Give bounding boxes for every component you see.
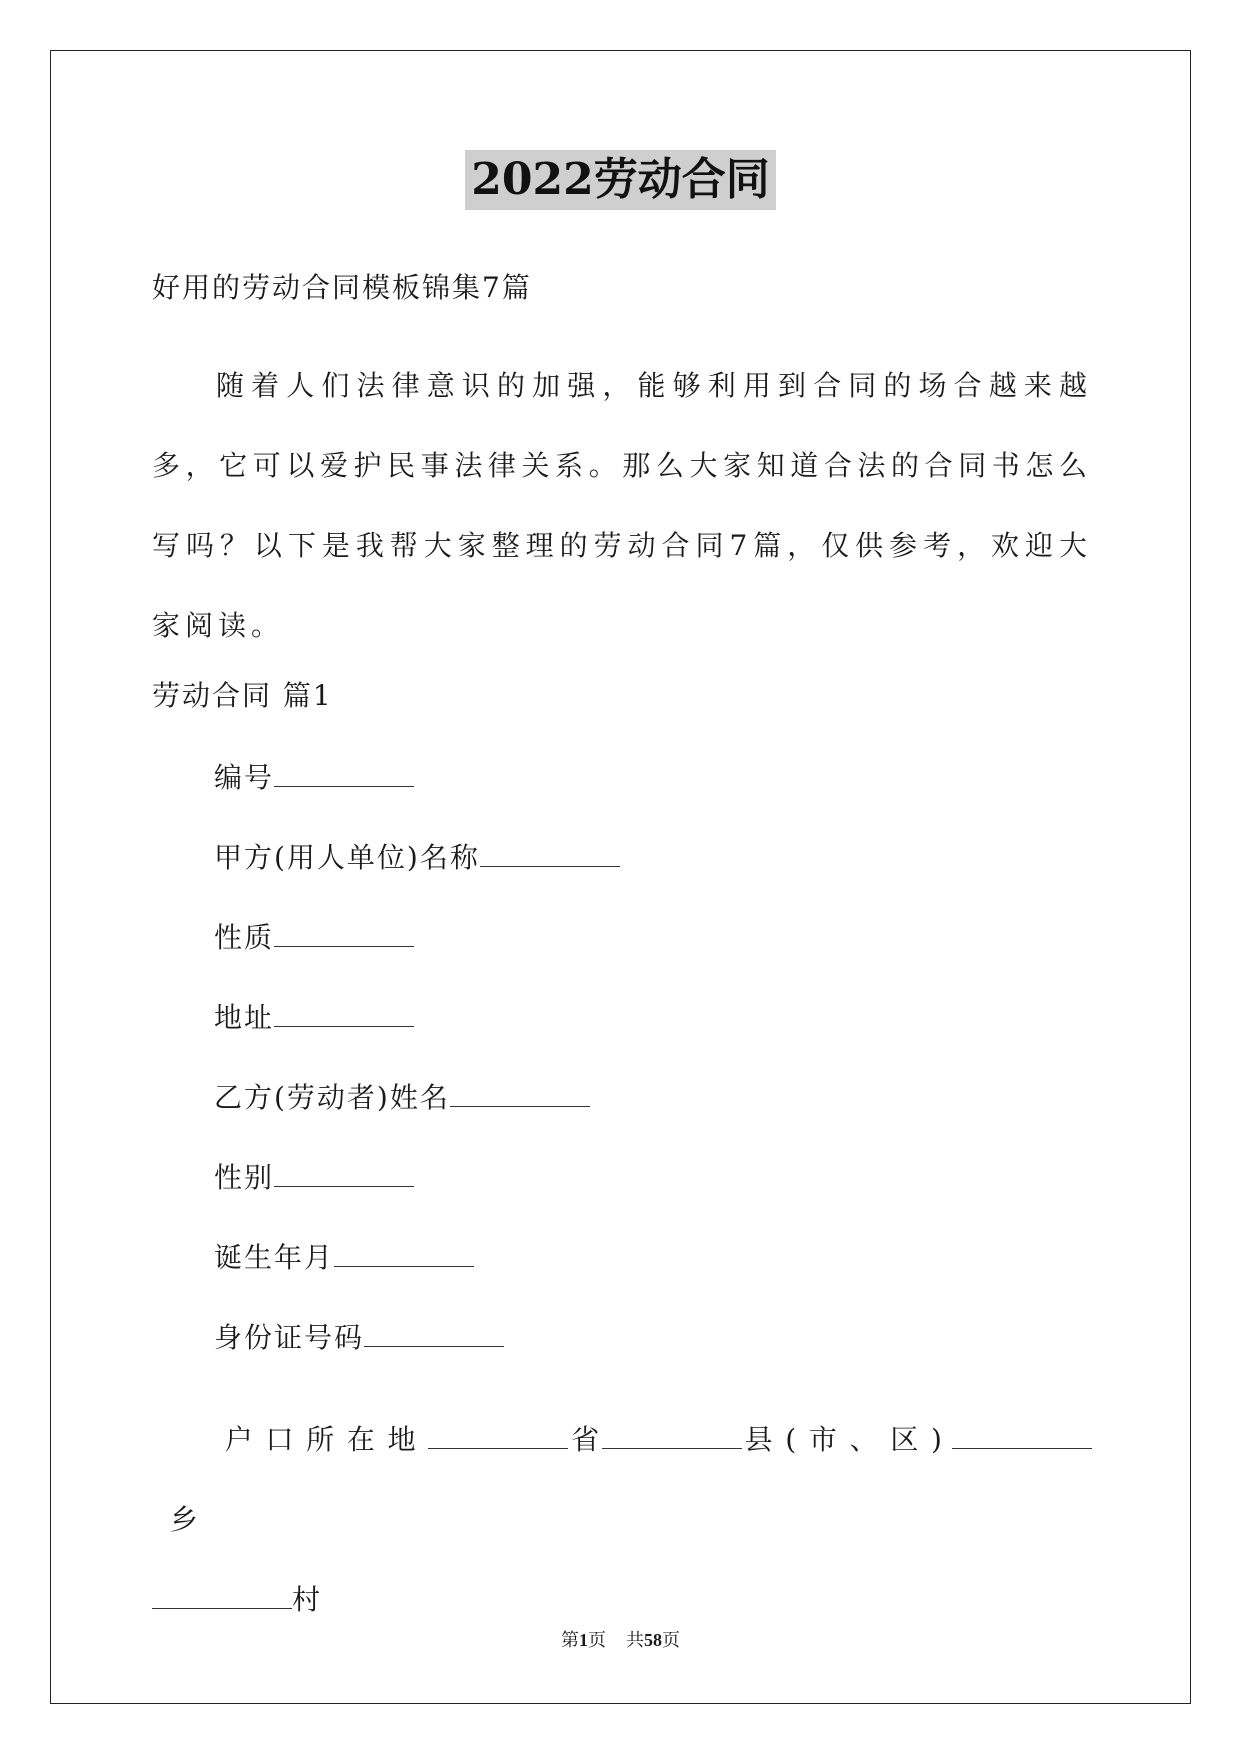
field-hukou bbox=[152, 1400, 1092, 1640]
title-container bbox=[0, 150, 1241, 210]
footer-page-suffix: 页 bbox=[588, 1630, 606, 1650]
field-party-b-name-label: 乙方(劳动者)姓名 bbox=[214, 1081, 450, 1114]
footer-page-total: 58 bbox=[644, 1630, 662, 1650]
document-subtitle: 好用的劳动合同模板锦集7篇 bbox=[152, 271, 532, 304]
field-hukou-blank-3[interactable] bbox=[952, 1418, 1092, 1449]
field-hukou-county: 县(市、区) bbox=[741, 1423, 952, 1456]
field-hukou-blank-2[interactable] bbox=[602, 1418, 742, 1449]
footer-page-current: 1 bbox=[579, 1630, 588, 1650]
field-gender-blank[interactable] bbox=[274, 1156, 414, 1187]
field-number bbox=[214, 756, 414, 798]
field-hukou-blank-1[interactable] bbox=[428, 1418, 568, 1449]
field-address-blank[interactable] bbox=[274, 996, 414, 1027]
field-party-b-name-blank[interactable] bbox=[450, 1076, 590, 1107]
field-hukou-village: 村 bbox=[292, 1583, 321, 1616]
field-party-a-name-label: 甲方(用人单位)名称 bbox=[214, 841, 480, 874]
footer-total-suffix: 页 bbox=[662, 1630, 680, 1650]
field-id-number-label: 身份证号码 bbox=[214, 1321, 365, 1354]
field-address-label: 地址 bbox=[214, 1001, 275, 1034]
page-footer bbox=[0, 1628, 1241, 1652]
field-hukou-province: 省 bbox=[568, 1423, 602, 1456]
field-nature-label: 性质 bbox=[214, 921, 275, 954]
footer-page-prefix: 第 bbox=[561, 1630, 579, 1650]
field-number-label: 编号 bbox=[214, 761, 275, 794]
field-birth-label: 诞生年月 bbox=[214, 1241, 335, 1274]
field-birth bbox=[214, 1236, 474, 1278]
field-hukou-township: 乡 bbox=[169, 1503, 198, 1536]
field-nature bbox=[214, 916, 414, 958]
field-hukou-label: 户口所在地 bbox=[222, 1423, 429, 1456]
field-gender-label: 性别 bbox=[214, 1161, 275, 1194]
field-address bbox=[214, 996, 414, 1038]
document-title: 2022劳动合同 bbox=[465, 150, 775, 210]
field-id-number-blank[interactable] bbox=[364, 1316, 504, 1347]
field-number-blank[interactable] bbox=[274, 756, 414, 787]
intro-paragraph: 随着人们法律意识的加强，能够利用到合同的场合越来越多，它可以爱护民事法律关系。那么大家知道合法的合同书怎么写吗？以下是我帮大家整理的劳动合同7篇，仅供参考，欢迎大家阅读。 bbox=[152, 369, 1092, 642]
section-heading: 劳动合同 篇1 bbox=[152, 679, 333, 712]
field-nature-blank[interactable] bbox=[274, 916, 414, 947]
field-hukou-blank-4[interactable] bbox=[152, 1578, 292, 1609]
field-party-a-name bbox=[214, 836, 620, 878]
field-gender bbox=[214, 1156, 414, 1198]
field-birth-blank[interactable] bbox=[334, 1236, 474, 1267]
footer-total-prefix: 共 bbox=[626, 1630, 644, 1650]
field-id-number bbox=[214, 1316, 504, 1358]
field-party-b-name bbox=[214, 1076, 590, 1118]
field-party-a-name-blank[interactable] bbox=[480, 836, 620, 867]
